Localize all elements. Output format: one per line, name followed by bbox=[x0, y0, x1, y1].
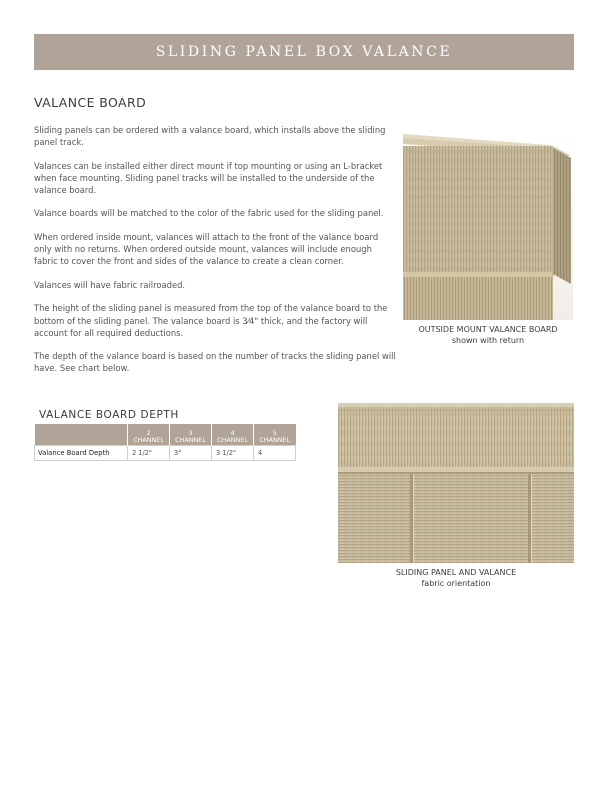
valance-board-photo bbox=[403, 134, 573, 320]
sliding-panel-caption bbox=[338, 567, 574, 589]
page-title: SLIDING PANEL BOX VALANCE bbox=[155, 44, 453, 60]
depth-chart-table bbox=[34, 424, 296, 461]
table-header-cell: 4 CHANNEL bbox=[212, 424, 254, 446]
valance-board-caption bbox=[403, 324, 573, 346]
paragraph: Valance boards will be matched to the color of the fabric used for the sliding panel. bbox=[34, 208, 384, 219]
table-header-cell: 3 CHANNEL bbox=[170, 424, 212, 446]
table-cell: 2 1/2" bbox=[128, 446, 170, 461]
caption-title: OUTSIDE MOUNT VALANCE BOARD bbox=[418, 325, 558, 334]
table-row-label: Valance Board Depth bbox=[35, 446, 128, 461]
paragraph: When ordered inside mount, valances will attach to the front of the valance board only with no returns. When ordered outside mount, valances will include enough fabric to cover the front and sides of the valance to create a clean corner. bbox=[34, 232, 379, 267]
body-text bbox=[34, 124, 396, 386]
paragraph: Valances can be installed either direct mount if top mounting or using an L-bracket when face mounting. Sliding panel tracks will be installed to the underside of the valance board. bbox=[34, 160, 383, 195]
table-cell: 3 1/2" bbox=[212, 446, 254, 461]
paragraph: The depth of the valance board is based on the number of tracks the sliding panel will have. See chart below. bbox=[34, 351, 396, 374]
caption-subtitle: fabric orientation bbox=[421, 579, 491, 588]
table-row bbox=[35, 446, 296, 461]
sliding-panel-photo bbox=[338, 403, 574, 563]
table-header-cell: 5 CHANNEL bbox=[254, 424, 296, 446]
table-cell: 3" bbox=[170, 446, 212, 461]
paragraph: Valances will have fabric railroaded. bbox=[34, 279, 186, 290]
paragraph: The height of the sliding panel is measured from the top of the valance board to the bottom of the sliding panel. The valance board is 3⁄4" thick, and the factory will account for all required deductions. bbox=[34, 303, 388, 338]
section-heading: VALANCE BOARD bbox=[34, 95, 147, 110]
caption-title: SLIDING PANEL AND VALANCE bbox=[395, 568, 517, 577]
paragraph: Sliding panels can be ordered with a valance board, which installs above the sliding panel track. bbox=[34, 125, 386, 148]
table-header-cell: 2 CHANNEL bbox=[128, 424, 170, 446]
header-banner bbox=[34, 34, 574, 70]
table-cell: 4 bbox=[254, 446, 296, 461]
table-header-blank bbox=[35, 424, 128, 446]
depth-chart-heading: VALANCE BOARD DEPTH bbox=[39, 409, 179, 421]
caption-subtitle: shown with return bbox=[451, 336, 525, 345]
table-header-row bbox=[35, 424, 296, 446]
